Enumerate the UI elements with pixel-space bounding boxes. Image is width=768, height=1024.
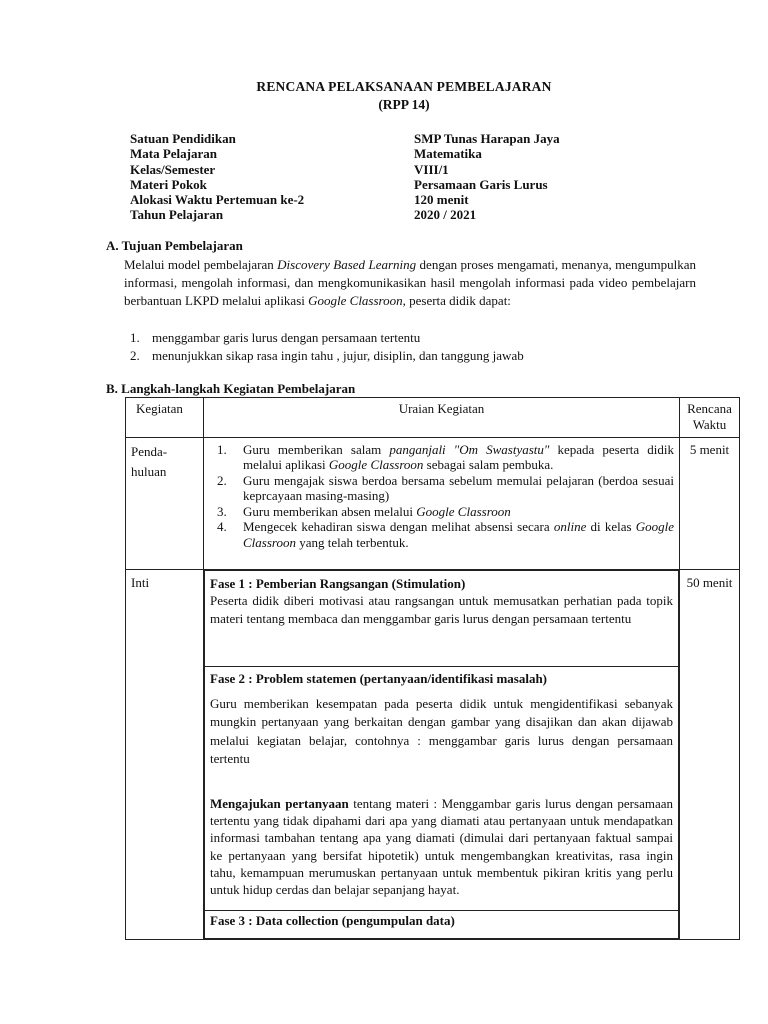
table-header-row xyxy=(126,398,740,438)
header-kegiatan: Kegiatan xyxy=(126,398,204,438)
table-row xyxy=(126,437,740,569)
list-item xyxy=(209,519,674,550)
intro-text: peserta didik dapat: xyxy=(405,293,511,309)
step-text: kepada peserta didik melalui aplikasi xyxy=(243,441,675,472)
identity-row xyxy=(130,131,630,146)
phase-table xyxy=(204,570,679,939)
list-item xyxy=(209,504,674,520)
identity-value: 120 menit xyxy=(414,192,469,208)
model-name: Discovery Based Learning xyxy=(277,257,417,272)
goal-text: menggambar garis lurus dengan persamaan tertentu xyxy=(152,330,421,345)
stage-label: Penda-huluan xyxy=(126,437,204,569)
identity-value: Matematika xyxy=(414,146,482,162)
list-item xyxy=(209,442,674,473)
list-item xyxy=(130,347,690,365)
step-italic: Google Classroon xyxy=(416,503,511,519)
identity-row xyxy=(130,207,630,222)
step-number: 2. xyxy=(217,472,227,488)
stage-description xyxy=(204,437,680,569)
identity-label: Materi Pokok xyxy=(130,176,207,192)
document-subtitle: (RPP 14) xyxy=(378,97,430,112)
phase-text: Peserta didik diberi motivasi atau rangsangan untuk memusatkan perhatian pada topik materi tentang membaca dan menggambar garis lurus dengan persamaan tertentu xyxy=(210,592,673,627)
activities-table xyxy=(125,397,740,940)
step-italic: Google Classroon xyxy=(243,519,675,550)
phase-title: Fase 3 : Data collection (pengumpulan data) xyxy=(210,912,455,928)
app-name: Google Classroon, xyxy=(308,293,406,309)
step-text: Guru memberikan salam xyxy=(243,441,390,457)
section-a-paragraph xyxy=(124,256,696,311)
goal-text: menunjukkan sikap rasa ingin tahu , jujur, disiplin, dan tanggung jawab xyxy=(152,348,524,363)
phase-bold: Mengajukan pertanyaan xyxy=(210,795,349,811)
phase-text: tentang materi : Menggambar garis lurus dengan persamaan tertentu yang tidak dipahami dari apa yang diamati atau pertanyaan untuk mendapatkan informasi tambahan tentang apa yang diamati (dimulai dari pertanyaan faktual sampai ke pertanyaan yang bersifat hipotetik) untuk mengembangkan kreativitas, rasa ingin tahu, kemampuan merumuskan pertanyaan untuk membentuk pikiran kritis yang perlu untuk hidup cerdas dan belajar sepanjang hayat. xyxy=(210,795,673,898)
list-item xyxy=(130,329,690,347)
identity-row xyxy=(130,177,630,192)
identity-value: SMP Tunas Harapan Jaya xyxy=(414,131,560,146)
phase-text: Guru memberikan kesempatan pada peserta didik untuk mengidentifikasi sebanyak mungkin pertanyaan yang berkaitan dengan gambar yang disajikan dan akan dijawab melalui kegiatan belajar, contohnya : menggambar garis lurus dengan persamaan tertentu xyxy=(210,695,673,767)
stage-time: 5 menit xyxy=(680,437,740,569)
header-waktu: Rencana Waktu xyxy=(680,398,740,438)
stage-label: Inti xyxy=(126,569,204,939)
goal-number: 2. xyxy=(130,348,140,363)
phase-title: Fase 1 : Pemberian Rangsangan (Stimulation) xyxy=(210,575,466,591)
stage-time: 50 menit xyxy=(680,569,740,939)
step-text: di kelas xyxy=(586,519,636,534)
step-number: 1. xyxy=(217,441,227,457)
identity-label: Satuan Pendidikan xyxy=(130,131,236,146)
intro-text: dengan proses mengamati, menanya, mengumpulkan informasi, mengolah informasi, dan mengkomunikasikan hasil mengolah informasi pada video pembelajarn berbantuan LKPD melalui aplikasi xyxy=(124,257,696,309)
identity-label: Alokasi Waktu Pertemuan ke-2 xyxy=(130,192,305,208)
header-uraian: Uraian Kegiatan xyxy=(204,398,680,438)
goal-number: 1. xyxy=(130,330,140,345)
step-text: yang telah terbentuk. xyxy=(295,534,409,550)
step-text: sebagai salam pembuka. xyxy=(423,457,554,472)
identity-block xyxy=(130,131,630,223)
phase-row xyxy=(205,910,679,938)
step-number: 4. xyxy=(217,519,227,534)
goals-list xyxy=(130,329,690,365)
identity-value: VIII/1 xyxy=(414,161,449,177)
identity-label: Kelas/Semester xyxy=(130,161,216,177)
section-a-heading: A. Tujuan Pembelajaran xyxy=(106,238,243,253)
step-text: Guru mengajak siswa berdoa bersama sebelum memulai pelajaran (berdoa sesuai keprcayaan masing-masing) xyxy=(243,472,674,503)
list-item xyxy=(209,473,674,504)
identity-row xyxy=(130,162,630,177)
identity-value: 2020 / 2021 xyxy=(414,207,477,223)
identity-row xyxy=(130,146,630,161)
document-title: RENCANA PELAKSANAAN PEMBELAJARAN xyxy=(256,79,552,94)
phase-text xyxy=(210,795,673,899)
identity-value: Persamaan Garis Lurus xyxy=(414,176,548,192)
step-italic: Google Classroon xyxy=(328,457,424,472)
identity-label: Tahun Pelajaran xyxy=(130,207,224,223)
identity-row xyxy=(130,192,630,207)
section-b-heading: B. Langkah-langkah Kegiatan Pembelajaran xyxy=(106,381,356,396)
intro-text: Melalui model pembelajaran xyxy=(124,257,278,272)
phase-row xyxy=(205,570,679,666)
stage-description xyxy=(204,569,680,939)
identity-label: Mata Pelajaran xyxy=(130,146,218,162)
step-italic: panganjali "Om Swastyastu" xyxy=(389,441,550,457)
phase-title: Fase 2 : Problem statemen (pertanyaan/identifikasi masalah) xyxy=(210,670,548,686)
step-number: 3. xyxy=(217,503,227,519)
step-text: Guru memberikan absen melalui xyxy=(243,503,417,519)
step-text: Mengecek kehadiran siswa dengan melihat absensi secara xyxy=(243,519,554,534)
step-italic: online xyxy=(553,519,587,534)
table-row xyxy=(126,569,740,939)
phase-row xyxy=(205,666,679,910)
